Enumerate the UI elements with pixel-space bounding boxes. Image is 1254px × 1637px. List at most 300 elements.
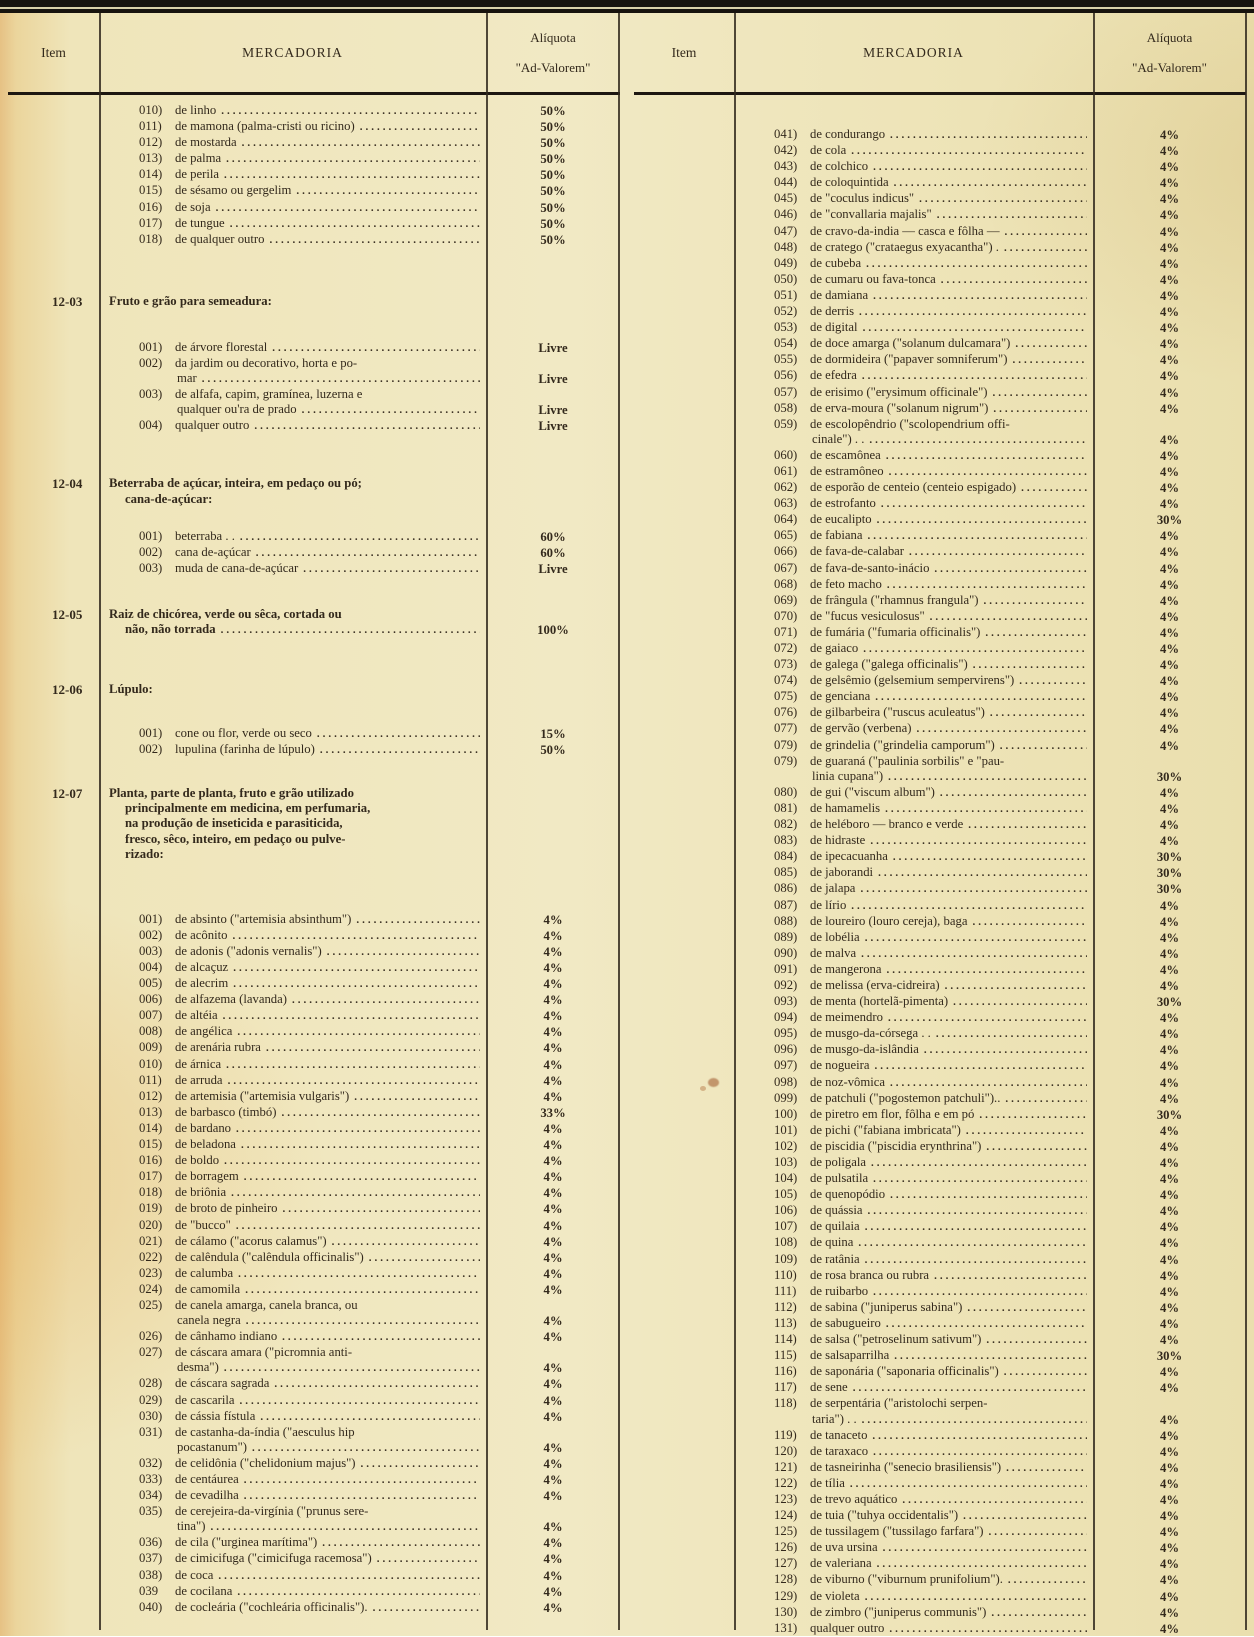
dot-leader <box>887 577 1087 593</box>
entry-number: 019) <box>139 1201 163 1216</box>
entry-text: de heléboro — branco e verde <box>810 817 964 832</box>
entry-row <box>634 191 1246 207</box>
item-code <box>8 1201 99 1217</box>
mercadoria-cell <box>99 1105 486 1121</box>
dot-leader <box>1006 1460 1087 1476</box>
entry-text: de estramôneo <box>810 463 884 478</box>
item-code <box>634 1026 734 1042</box>
row-gap <box>8 310 620 340</box>
entry-row <box>634 625 1246 641</box>
aliquota-cell <box>1093 1203 1246 1219</box>
entry-number: 035) <box>139 1504 163 1519</box>
entry-text-line <box>734 914 1093 930</box>
entry-row <box>634 593 1246 609</box>
dot-leader <box>862 368 1087 384</box>
aliquota-cell <box>486 726 620 742</box>
entry-number: 079) <box>774 753 798 768</box>
aliquota-value: 4% <box>1159 625 1180 640</box>
aliquota-value: 4% <box>543 1393 563 1408</box>
item-code: 12-05 <box>52 606 83 622</box>
entry-text: de adonis ("adonis vernalis") <box>175 943 322 958</box>
entry-number: 012) <box>139 135 163 150</box>
aliquota-cell <box>1093 705 1246 721</box>
entry-number: 081) <box>774 800 798 815</box>
entry-text: de fava-de-calabar <box>810 544 905 559</box>
entry-text-line <box>99 1584 486 1600</box>
entry-row <box>634 417 1246 448</box>
entry-text: de efedra <box>810 368 857 383</box>
mercadoria-cell <box>734 1524 1093 1540</box>
aliquota-cell <box>1093 593 1246 609</box>
entry-text: de tuia ("tuhya occidentalis") <box>810 1508 959 1523</box>
mercadoria-cell <box>734 849 1093 865</box>
entry-text: de doce amarga ("solanum dulcamara") <box>810 336 1011 351</box>
aliquota-cell <box>1093 288 1246 304</box>
aliquota-value: 4% <box>1159 224 1180 239</box>
aliquota-value: 4% <box>1159 706 1180 721</box>
item-code <box>634 336 734 352</box>
aliquota-value: 30% <box>1156 995 1183 1010</box>
dot-leader <box>224 1360 480 1376</box>
mercadoria-cell <box>734 1476 1093 1492</box>
entry-text: de alcaçuz <box>175 960 229 974</box>
mercadoria-cell <box>734 1364 1093 1380</box>
entry-text: de colchico <box>810 159 869 174</box>
dot-leader <box>894 1348 1087 1364</box>
dot-leader <box>228 1073 480 1089</box>
entry-number: 003) <box>139 943 163 958</box>
aliquota-cell <box>486 1057 620 1073</box>
aliquota-value: 4% <box>1159 642 1180 656</box>
entry-number: 014) <box>139 167 163 182</box>
entry-text: de sésamo ou gergelim <box>175 183 292 198</box>
entry-text: de angélica <box>175 1024 233 1039</box>
aliquota-value: 4% <box>1159 192 1180 207</box>
entry-text-line <box>734 657 1093 673</box>
entry-text-line <box>734 1107 1093 1123</box>
aliquota-value: 50% <box>540 184 566 199</box>
entry-text: de centáurea <box>175 1472 239 1486</box>
aliquota-cell <box>1093 962 1246 978</box>
entry-text: de trevo aquático <box>810 1491 898 1506</box>
mercadoria-cell <box>99 103 486 119</box>
section-text-line <box>99 847 486 862</box>
entry-number: 108) <box>774 1235 798 1250</box>
aliquota-value: 4% <box>543 912 563 927</box>
entry-text-line <box>734 738 1093 754</box>
mercadoria-cell <box>734 673 1093 689</box>
entry-number: 127) <box>774 1556 798 1571</box>
entry-row <box>634 127 1246 143</box>
mercadoria-cell <box>734 1460 1093 1476</box>
entry-number: 018) <box>139 231 163 246</box>
aliquota-value: 4% <box>1159 561 1180 576</box>
aliquota-value: 4% <box>1159 1316 1180 1331</box>
section-text-line <box>99 622 486 638</box>
mercadoria-cell <box>99 232 486 248</box>
entry-text: de quenopódio <box>810 1187 886 1202</box>
entry-row <box>634 801 1246 817</box>
left-table-rows <box>8 95 620 1616</box>
entry-number: 105) <box>774 1187 798 1202</box>
mercadoria-cell <box>99 1600 486 1616</box>
aliquota-cell <box>1093 304 1246 320</box>
aliquota-cell <box>486 1234 620 1250</box>
item-code <box>634 1380 734 1396</box>
entry-number: 091) <box>774 961 798 976</box>
entry-text-line <box>99 1105 486 1121</box>
entry-row <box>8 119 620 135</box>
entry-row <box>8 183 620 199</box>
entry-text-line <box>734 1268 1093 1284</box>
entry-text: de ipecacuanha <box>810 849 888 864</box>
dot-leader <box>924 1042 1087 1058</box>
item-code <box>8 960 99 976</box>
entry-text-line <box>99 1425 486 1440</box>
entry-text-line <box>734 978 1093 994</box>
entry-number: 051) <box>774 287 798 302</box>
entry-number: 116) <box>774 1364 797 1379</box>
entry-row <box>8 1073 620 1089</box>
item-code <box>8 1409 99 1425</box>
aliquota-cell <box>486 135 620 151</box>
entry-row <box>8 1456 620 1472</box>
aliquota-value: 4% <box>543 977 563 992</box>
entry-text: de gui ("viscum album") <box>810 784 935 799</box>
entry-number: 016) <box>139 1153 163 1168</box>
entry-text: de árvore florestal <box>175 339 268 354</box>
entry-text: de cerejeira-da-virgínia ("prunus sere- <box>175 1504 369 1519</box>
entry-row <box>634 1556 1246 1572</box>
aliquota-cell <box>1093 1332 1246 1348</box>
aliquota-cell <box>486 356 620 387</box>
dot-leader <box>231 1185 480 1201</box>
entry-text: de cálamo ("acorus calamus") <box>175 1233 327 1248</box>
entry-number: 057) <box>774 384 798 399</box>
mercadoria-cell <box>734 1316 1093 1332</box>
aliquota-cell <box>486 1551 620 1567</box>
entry-number: 121) <box>774 1459 798 1474</box>
dot-leader <box>875 689 1087 705</box>
aliquota-value: 4% <box>543 1009 563 1024</box>
entry-text: de beladona <box>175 1137 236 1152</box>
aliquota-cell <box>1093 1572 1246 1588</box>
entry-text-line <box>99 1535 486 1551</box>
entry-text-line <box>734 705 1093 721</box>
entry-row <box>8 726 620 742</box>
entry-text-line <box>734 1171 1093 1187</box>
aliquota-cell <box>486 232 620 248</box>
entry-number: 004) <box>139 418 163 433</box>
aliquota-value: 30% <box>1156 513 1183 528</box>
entry-number: 032) <box>139 1455 163 1470</box>
dot-leader <box>236 1218 480 1234</box>
entry-text-line <box>99 1440 486 1456</box>
dot-leader <box>878 865 1087 881</box>
aliquota-cell <box>486 1472 620 1488</box>
column-header-mercadoria: MERCADORIA <box>863 44 964 60</box>
item-code <box>634 577 734 593</box>
entry-number: 002) <box>139 927 163 942</box>
section-text-line <box>99 682 486 697</box>
entry-number: 104) <box>774 1171 798 1186</box>
entry-row <box>8 1393 620 1409</box>
dot-leader <box>890 1187 1087 1203</box>
mercadoria-cell <box>99 1345 486 1376</box>
entry-row <box>634 689 1246 705</box>
column-header-item: Item <box>671 44 697 60</box>
aliquota-cell <box>486 1535 620 1551</box>
mercadoria-cell <box>734 385 1093 401</box>
entry-row <box>634 738 1246 754</box>
aliquota-cell <box>486 1376 620 1392</box>
entry-number: 130) <box>774 1604 798 1619</box>
dot-leader <box>885 801 1087 817</box>
dot-leader <box>873 1284 1087 1300</box>
entry-text: de guaraná ("paulinia sorbilis" e "pau- <box>810 753 1005 768</box>
item-code <box>634 785 734 801</box>
mercadoria-cell <box>734 240 1093 256</box>
entry-number: 010) <box>139 1056 163 1071</box>
entry-number: 013) <box>139 1104 163 1119</box>
dot-leader <box>940 785 1087 801</box>
entry-text: de escolopêndrio ("scolopendrium offi- <box>810 416 1010 431</box>
aliquota-value: 4% <box>543 1473 563 1487</box>
aliquota-value: 4% <box>543 1057 563 1072</box>
entry-row <box>634 1621 1246 1637</box>
entry-text: canela negra <box>177 1313 241 1328</box>
aliquota-cell <box>1093 978 1246 994</box>
mercadoria-cell <box>99 1488 486 1504</box>
dot-leader <box>292 992 480 1008</box>
entry-number: 037) <box>139 1551 163 1566</box>
entry-number: 093) <box>774 994 798 1009</box>
aliquota-value: 4% <box>1159 1059 1180 1074</box>
aliquota-cell <box>486 1329 620 1345</box>
entry-text-line <box>734 480 1093 496</box>
aliquota-cell <box>486 294 620 310</box>
dot-leader <box>221 103 480 119</box>
entry-number: 109) <box>774 1251 798 1266</box>
item-code <box>634 1508 734 1524</box>
entry-number: 089) <box>774 929 798 944</box>
aliquota-value: 4% <box>1159 464 1180 479</box>
aliquota-cell <box>1093 143 1246 159</box>
entry-row <box>8 1535 620 1551</box>
entry-number: 120) <box>774 1443 798 1458</box>
entry-row <box>8 1105 620 1121</box>
item-code <box>8 912 99 928</box>
entry-text-line <box>734 898 1093 914</box>
dot-leader <box>256 545 480 561</box>
entry-text-line <box>734 1300 1093 1316</box>
dot-leader <box>859 304 1087 320</box>
entry-text-line <box>734 385 1093 401</box>
item-code <box>634 817 734 833</box>
dot-leader <box>934 561 1087 577</box>
aliquota-value: 4% <box>543 1282 563 1297</box>
item-code <box>8 1105 99 1121</box>
entry-text-line <box>734 1252 1093 1268</box>
mercadoria-cell <box>734 1058 1093 1074</box>
dot-leader <box>919 191 1087 207</box>
entry-text: de qualquer outro <box>175 231 265 246</box>
item-code <box>634 1300 734 1316</box>
entry-row <box>8 1040 620 1056</box>
entry-text-line <box>734 1524 1093 1540</box>
item-code <box>634 705 734 721</box>
aliquota-value: 4% <box>543 1266 563 1281</box>
entry-text-line <box>734 1316 1093 1332</box>
entry-text-line <box>734 1187 1093 1203</box>
entry-row <box>634 1492 1246 1508</box>
aliquota-cell <box>486 1266 620 1282</box>
mercadoria-cell <box>99 1121 486 1137</box>
entry-text-line <box>99 1568 486 1584</box>
entry-text: de coca <box>175 1567 214 1582</box>
item-code <box>634 1107 734 1123</box>
aliquota-value: 4% <box>1159 1139 1180 1154</box>
entry-text: de eucalipto <box>810 512 872 527</box>
entry-row <box>634 401 1246 417</box>
mercadoria-cell <box>99 1250 486 1266</box>
entry-number: 086) <box>774 881 798 896</box>
entry-text-line <box>734 1412 1093 1428</box>
dot-leader <box>237 1024 480 1040</box>
aliquota-cell <box>486 1105 620 1121</box>
dot-leader <box>883 1540 1087 1556</box>
entry-row <box>8 135 620 151</box>
entry-number: 122) <box>774 1475 798 1490</box>
aliquota-cell <box>486 1568 620 1584</box>
item-code <box>634 480 734 496</box>
dot-leader <box>260 1409 480 1425</box>
entry-row <box>634 1316 1246 1332</box>
dot-leader <box>894 175 1087 191</box>
aliquota-value: 4% <box>1159 1268 1180 1283</box>
item-code <box>634 320 734 336</box>
aliquota-cell <box>1093 801 1246 817</box>
entry-row <box>634 817 1246 833</box>
aliquota-cell <box>1093 207 1246 223</box>
entry-text: de "convallaria majalis" <box>810 207 932 222</box>
dot-leader <box>877 1556 1087 1572</box>
entry-row <box>634 1460 1246 1476</box>
entry-text: de derris <box>810 304 855 319</box>
item-code <box>8 1584 99 1600</box>
mercadoria-cell <box>734 705 1093 721</box>
entry-text: cana de-açúcar <box>175 544 251 559</box>
entry-row <box>634 1444 1246 1460</box>
dot-leader <box>988 1524 1087 1540</box>
aliquota-cell <box>1093 817 1246 833</box>
item-code <box>8 1376 99 1392</box>
entry-row <box>634 1396 1246 1427</box>
row-gap <box>8 507 620 529</box>
aliquota-value: 4% <box>1159 818 1180 833</box>
aliquota-cell <box>486 1409 620 1425</box>
mercadoria-cell <box>734 417 1093 448</box>
aliquota-value: 50% <box>540 120 566 135</box>
entry-text: de cascarila <box>175 1392 235 1407</box>
dot-leader <box>283 1201 480 1217</box>
entry-text: qualquer outro <box>810 1620 885 1635</box>
aliquota-cell <box>1093 930 1246 946</box>
entry-row <box>634 1540 1246 1556</box>
entry-text: de alfazema (lavanda) <box>175 992 287 1007</box>
aliquota-value: 50% <box>540 743 566 758</box>
entry-text: de cila ("urginea marítima") <box>175 1535 318 1550</box>
dot-leader <box>244 1169 480 1185</box>
section-text: na produção de inseticida e parasiticida, <box>125 816 343 831</box>
item-code <box>8 1551 99 1567</box>
mercadoria-cell <box>734 817 1093 833</box>
dot-leader <box>973 657 1087 673</box>
aliquota-value: 4% <box>543 1456 563 1471</box>
entry-row <box>634 544 1246 560</box>
aliquota-cell <box>1093 785 1246 801</box>
entry-text: de serpentária ("aristolochi serpen- <box>810 1396 988 1411</box>
entry-text: de lírio <box>810 897 847 912</box>
item-code <box>8 1329 99 1345</box>
row-gap <box>8 698 620 726</box>
entry-text-line <box>99 545 486 561</box>
entry-row <box>8 1298 620 1329</box>
aliquota-value: 4% <box>1159 1123 1180 1138</box>
entry-number: 114) <box>774 1332 797 1347</box>
entry-row <box>8 1008 620 1024</box>
aliquota-value: 4% <box>1159 369 1180 384</box>
section-text-line <box>99 492 486 507</box>
aliquota-cell <box>486 1185 620 1201</box>
mercadoria-cell <box>99 119 486 135</box>
item-code <box>634 1332 734 1348</box>
entry-row <box>634 1508 1246 1524</box>
mercadoria-cell <box>99 1153 486 1169</box>
item-code <box>8 1024 99 1040</box>
entry-text: de borragem <box>175 1169 239 1184</box>
entry-row <box>634 496 1246 512</box>
entry-text-line <box>734 1396 1093 1411</box>
mercadoria-cell <box>99 1008 486 1024</box>
entry-text: de tasneirinha ("senecio brasiliensis") <box>810 1459 1002 1474</box>
entry-text: de escamônea <box>810 447 881 462</box>
entry-row <box>634 1107 1246 1123</box>
dot-leader <box>871 1155 1087 1171</box>
dot-leader <box>888 1010 1087 1026</box>
entry-text-line <box>734 207 1093 223</box>
entry-text-line <box>734 1605 1093 1621</box>
entry-text-line <box>734 1010 1093 1026</box>
entry-row <box>8 1376 620 1392</box>
entry-text-line <box>99 1266 486 1282</box>
dot-leader <box>890 127 1087 143</box>
item-code <box>8 167 99 183</box>
entry-number: 036) <box>139 1535 163 1550</box>
entry-number: 095) <box>774 1026 798 1041</box>
aliquota-value: 4% <box>1159 1412 1180 1427</box>
mercadoria-cell <box>734 978 1093 994</box>
entry-text: de meimendro <box>810 1010 883 1025</box>
entry-text: de galega ("galega officinalis") <box>810 657 968 672</box>
dot-leader <box>991 1605 1087 1621</box>
aliquota-value: 4% <box>1159 160 1180 175</box>
item-code <box>634 448 734 464</box>
dot-leader <box>868 1203 1088 1219</box>
aliquota-value: 4% <box>543 993 563 1008</box>
aliquota-value: 4% <box>1159 1236 1180 1251</box>
entry-text: de esporão de centeio (centeio espigado) <box>810 480 1017 495</box>
